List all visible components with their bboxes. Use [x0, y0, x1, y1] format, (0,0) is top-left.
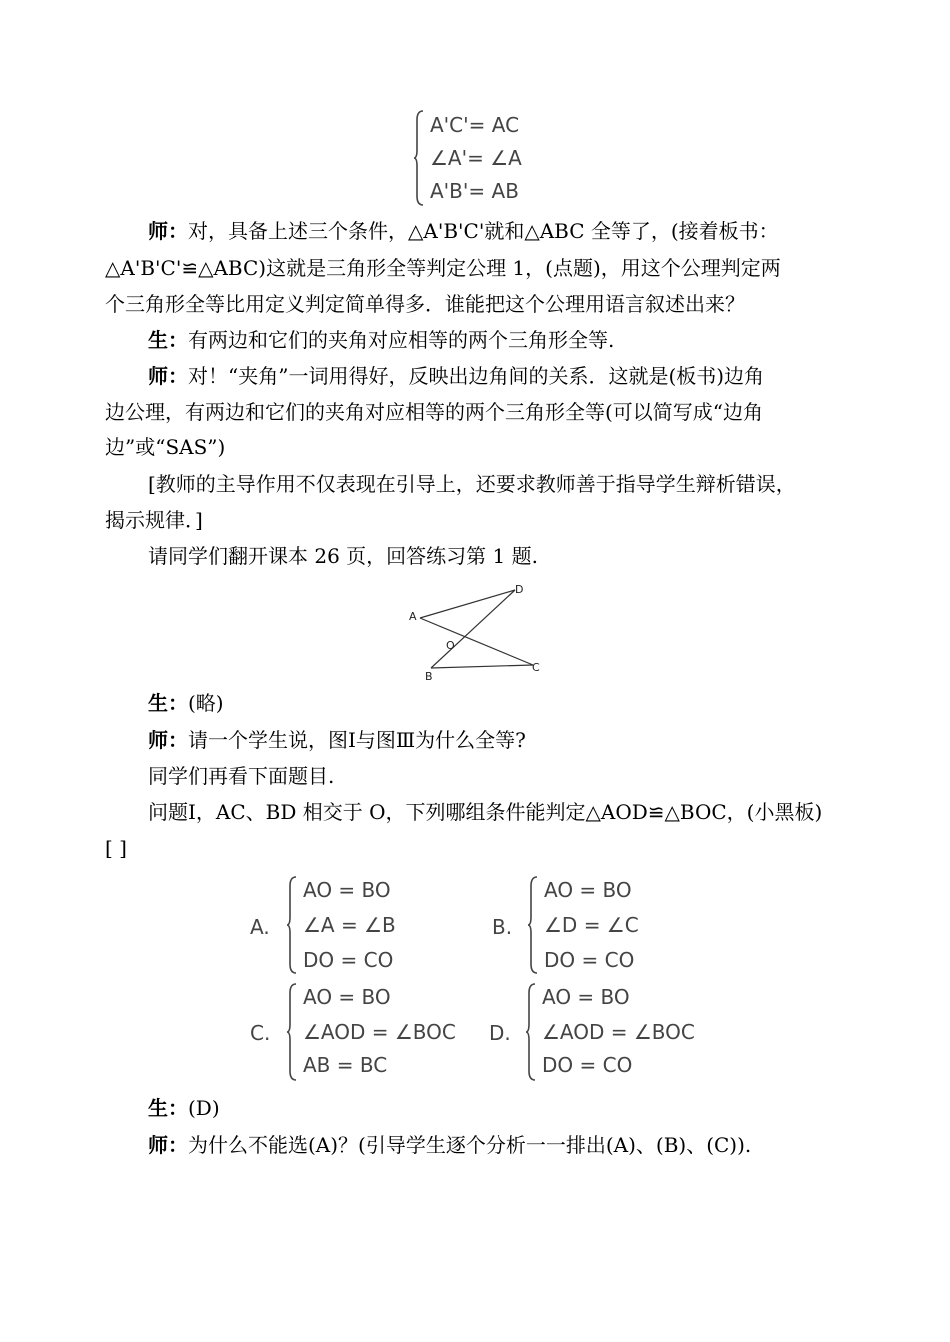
point-label-b: B — [425, 670, 433, 683]
teacher-paragraph-3 — [148, 727, 526, 753]
equation-row: ∠A = ∠B — [303, 913, 396, 937]
student-paragraph-3 — [148, 1095, 220, 1121]
teacher-paragraph-1 — [148, 218, 779, 244]
student-paragraph-1 — [148, 327, 614, 353]
speaker-teacher: 师： — [148, 219, 188, 243]
equation-row: DO = CO — [303, 948, 394, 972]
segment-bc — [431, 665, 533, 668]
equation-row: ∠AOD = ∠BOC — [542, 1020, 695, 1044]
paragraph-text: (略) — [188, 691, 224, 715]
equation-row: ∠A'= ∠A — [430, 146, 522, 170]
left-brace-icon — [414, 110, 424, 206]
equation-row: DO = CO — [544, 948, 635, 972]
instruction-line: 同学们再看下面题目. — [148, 764, 335, 788]
option-c-label: C. — [250, 1021, 271, 1045]
option-d-system — [526, 983, 711, 1081]
option-b-label: B. — [492, 915, 513, 939]
teaching-note-continuation: 揭示规律．] — [105, 508, 203, 532]
answer-bracket: [ ] — [105, 836, 127, 860]
speaker-teacher: 师： — [148, 728, 188, 752]
student-paragraph-2 — [148, 690, 224, 716]
paragraph-text: 有两边和它们的夹角对应相等的两个三角形全等. — [188, 328, 615, 352]
teacher-paragraph-2 — [148, 363, 764, 389]
left-brace-icon — [287, 876, 297, 974]
problem-statement: 问题Ⅰ，AC、BD 相交于 O，下列哪组条件能判定△AOD≌△BOC，(小黑板) — [148, 800, 823, 824]
equation-row: A'B'= AB — [430, 179, 519, 203]
left-brace-icon — [287, 983, 297, 1081]
option-a-system — [287, 876, 427, 974]
teaching-note: [教师的主导作用不仅表现在引导上，还要求教师善于指导学生辩析错误， — [148, 472, 796, 496]
point-label-o: O — [446, 639, 455, 652]
paragraph-text: 对，具备上述三个条件，△A'B'C'就和△ABC 全等了，(接着板书： — [188, 219, 779, 243]
option-c-system — [287, 983, 472, 1081]
teacher-paragraph-4 — [148, 1132, 751, 1158]
paragraph-continuation: △A'B'C'≌△ABC)这就是三角形全等判定公理 1，(点题)，用这个公理判定两 — [105, 256, 781, 280]
speaker-student: 生： — [148, 328, 188, 352]
option-a-label: A. — [250, 915, 270, 939]
speaker-student: 生： — [148, 691, 188, 715]
equation-row: AO = BO — [544, 878, 632, 902]
option-d-label: D. — [489, 1021, 511, 1045]
point-label-d: D — [515, 583, 524, 596]
equation-row: AO = BO — [542, 985, 630, 1009]
speaker-teacher: 师： — [148, 364, 188, 388]
left-brace-icon — [528, 876, 538, 974]
equation-row: DO = CO — [542, 1053, 633, 1077]
equation-row: A'C'= AC — [430, 113, 520, 137]
top-equation-system — [414, 110, 554, 206]
crossed-triangles-figure — [405, 580, 545, 684]
point-label-a: A — [409, 610, 417, 623]
equation-row: ∠AOD = ∠BOC — [303, 1020, 456, 1044]
paragraph-text: 请一个学生说，图Ⅰ与图Ⅲ为什么全等? — [188, 728, 526, 752]
instruction-line: 请同学们翻开课本 26 页，回答练习第 1 题. — [148, 544, 538, 568]
equation-row: AB = BC — [303, 1053, 388, 1077]
segment-bd — [431, 590, 515, 668]
equation-row: AO = BO — [303, 878, 391, 902]
paragraph-text: 为什么不能选(A)？(引导学生逐个分析一一排出(A)、(B)、(C)). — [188, 1133, 752, 1157]
paragraph-text: (D) — [188, 1096, 220, 1120]
equation-row: ∠D = ∠C — [544, 913, 639, 937]
point-label-c: C — [532, 661, 540, 674]
paragraph-text: 对！“夹角”一词用得好，反映出边角间的关系．这就是(板书)边角 — [188, 364, 765, 388]
speaker-student: 生： — [148, 1096, 188, 1120]
speaker-teacher: 师： — [148, 1133, 188, 1157]
option-b-system — [528, 876, 668, 974]
paragraph-continuation: 个三角形全等比用定义判定简单得多．谁能把这个公理用语言叙述出来？ — [105, 292, 745, 316]
paragraph-continuation: 边公理，有两边和它们的夹角对应相等的两个三角形全等(可以简写成“边角 — [105, 400, 764, 424]
left-brace-icon — [526, 983, 536, 1081]
paragraph-continuation: 边”或“SAS”) — [105, 435, 226, 459]
equation-row: AO = BO — [303, 985, 391, 1009]
